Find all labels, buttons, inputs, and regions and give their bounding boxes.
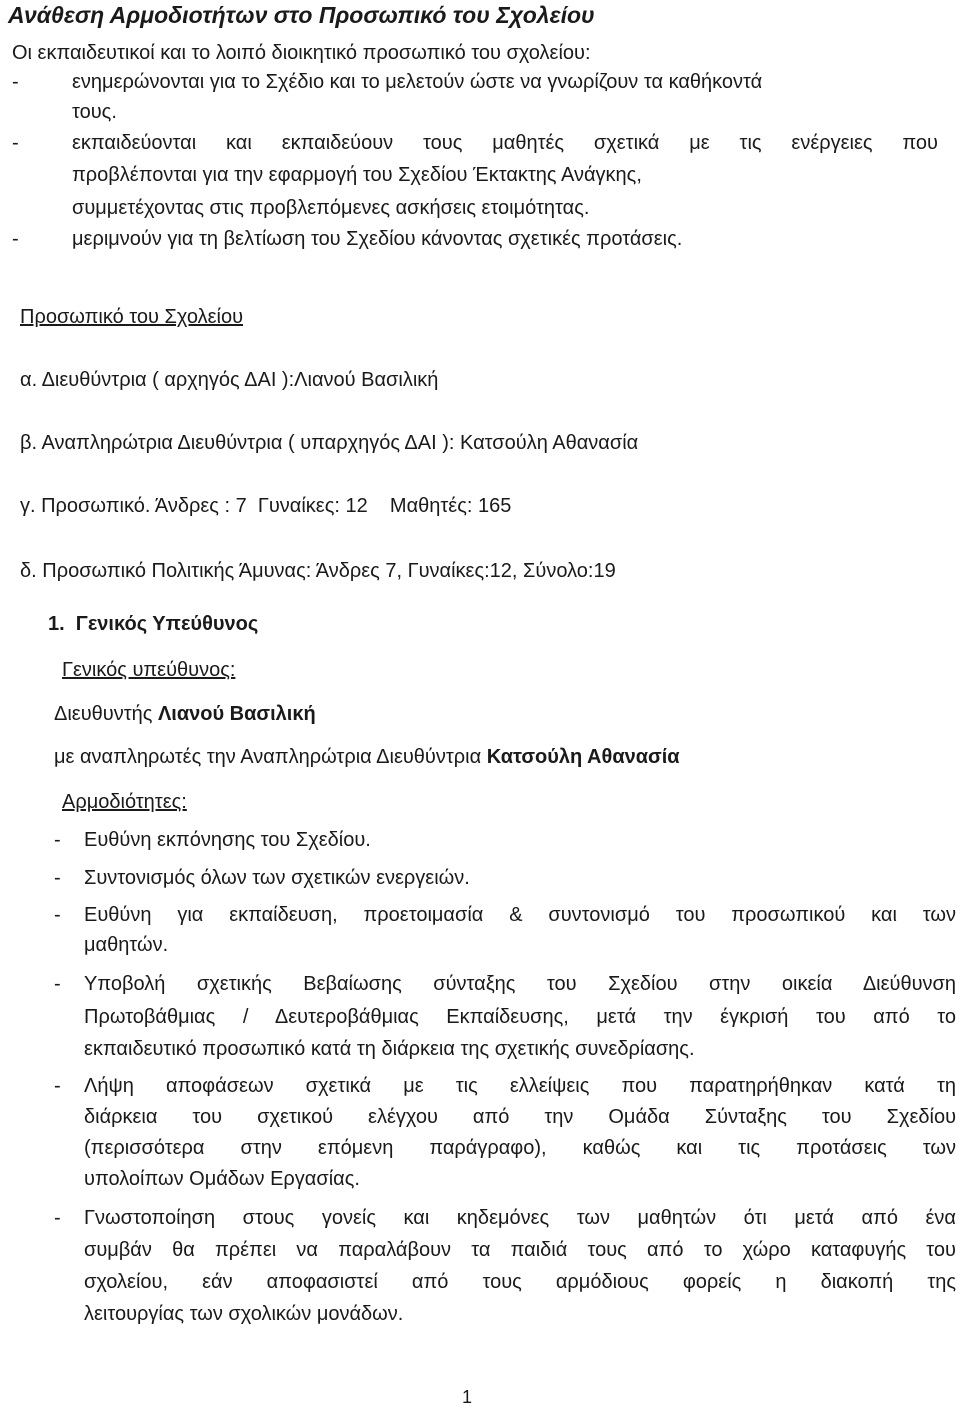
duty-6-line-2: συμβάν θα πρέπει να παραλάβουν τα παιδιά τους από το χώρο καταφυγής του — [84, 1239, 956, 1261]
section-1-subheading: Γενικός υπεύθυνος: — [62, 659, 236, 681]
staff-item-d: δ. Προσωπικό Πολιτικής Άμυνας: Άνδρες 7, Γυναίκες:12, Σύνολο:19 — [20, 560, 616, 582]
staff-heading: Προσωπικό του Σχολείου — [20, 306, 244, 328]
intro-bullet-2-line-1: εκπαιδεύονται και εκπαιδεύουν τους μαθητές σχετικά με τις ενέργειες που — [72, 132, 938, 154]
bullet-dash: - — [12, 228, 19, 250]
intro-bullet-1-line-1: ενημερώνονται για το Σχέδιο και το μελετούν ώστε να γνωρίζουν τα καθήκοντά — [72, 71, 763, 93]
staff-item-a: α. Διευθύντρια ( αρχηγός ΔΑΙ ):Λιανού Βασιλική — [20, 369, 439, 391]
duty-5-line-4: υπολοίπων Ομάδων Εργασίας. — [84, 1168, 360, 1190]
deputy-line — [54, 742, 680, 772]
bullet-dash: - — [54, 1075, 61, 1097]
bullet-dash: - — [12, 132, 19, 154]
document-title: Ανάθεση Αρμοδιοτήτων στο Προσωπικό του Σχολείου — [8, 2, 595, 28]
intro-bullet-1-line-2: τους. — [72, 101, 117, 123]
duty-4-line-3: εκπαιδευτικό προσωπικό κατά τη διάρκεια της σχετικής συνεδρίασης. — [84, 1038, 695, 1060]
bullet-dash: - — [54, 904, 61, 926]
deputy-prefix: με αναπληρωτές την Αναπληρώτρια Διευθύντρια — [54, 746, 487, 768]
duties-heading: Αρμοδιότητες: — [62, 791, 187, 813]
duty-2-line-1: Συντονισμός όλων των σχετικών ενεργειών. — [84, 867, 470, 889]
director-name: Λιανού Βασιλική — [157, 703, 316, 725]
duty-5-line-2: διάρκεια του σχετικού ελέγχου από την Ομάδα Σύνταξης του Σχεδίου — [84, 1106, 956, 1128]
bullet-dash: - — [54, 973, 61, 995]
bullet-dash: - — [54, 1207, 61, 1229]
duty-6-line-3: σχολείου, εάν αποφασιστεί από τους αρμόδιους φορείς η διακοπή της — [84, 1271, 956, 1293]
duty-5-line-1: Λήψη αποφάσεων σχετικά με τις ελλείψεις που παρατηρήθηκαν κατά τη — [84, 1075, 956, 1097]
duty-5-line-3: (περισσότερα στην επόμενη παράγραφο), καθώς και τις προτάσεις των — [84, 1137, 956, 1159]
director-line — [54, 699, 316, 729]
intro-text: Οι εκπαιδευτικοί και το λοιπό διοικητικό προσωπικό του σχολείου: — [12, 42, 591, 64]
deputy-name: Κατσούλη Αθανασία — [486, 746, 680, 768]
staff-item-c: γ. Προσωπικό. Άνδρες : 7 Γυναίκες: 12 Μαθητές: 165 — [20, 495, 512, 517]
duty-3-line-1: Ευθύνη για εκπαίδευση, προετοιμασία & συντονισμό του προσωπικού και των — [84, 904, 956, 926]
intro-bullet-2-line-2: προβλέπονται για την εφαρμογή του Σχεδίου Έκτακτης Ανάγκης, — [72, 164, 642, 186]
duty-4-line-2: Πρωτοβάθμιας / Δευτεροβάθμιας Εκπαίδευσης, μετά την έγκρισή του από το — [84, 1006, 956, 1028]
page-number: 1 — [462, 1387, 473, 1407]
intro-bullet-2-line-3: συμμετέχοντας στις προβλεπόμενες ασκήσεις ετοιμότητας. — [72, 197, 590, 219]
intro-bullet-3-line-1: μεριμνούν για τη βελτίωση του Σχεδίου κάνοντας σχετικές προτάσεις. — [72, 228, 683, 250]
bullet-dash: - — [54, 829, 61, 851]
director-prefix: Διευθυντής — [54, 703, 158, 725]
duty-6-line-4: λειτουργίας των σχολικών μονάδων. — [84, 1303, 404, 1325]
duty-3-line-2: μαθητών. — [84, 934, 169, 956]
duty-4-line-1: Υποβολή σχετικής Βεβαίωσης σύνταξης του Σχεδίου στην οικεία Διεύθυνση — [84, 973, 956, 995]
duty-1-line-1: Ευθύνη εκπόνησης του Σχεδίου. — [84, 829, 371, 851]
staff-item-b: β. Αναπληρώτρια Διευθύντρια ( υπαρχηγός ΔΑΙ ): Κατσούλη Αθανασία — [20, 432, 639, 454]
section-1-heading: 1. Γενικός Υπεύθυνος — [48, 613, 259, 635]
duty-6-line-1: Γνωστοποίηση στους γονείς και κηδεμόνες των μαθητών ότι μετά από ένα — [84, 1207, 956, 1229]
bullet-dash: - — [54, 867, 61, 889]
bullet-dash: - — [12, 71, 19, 93]
